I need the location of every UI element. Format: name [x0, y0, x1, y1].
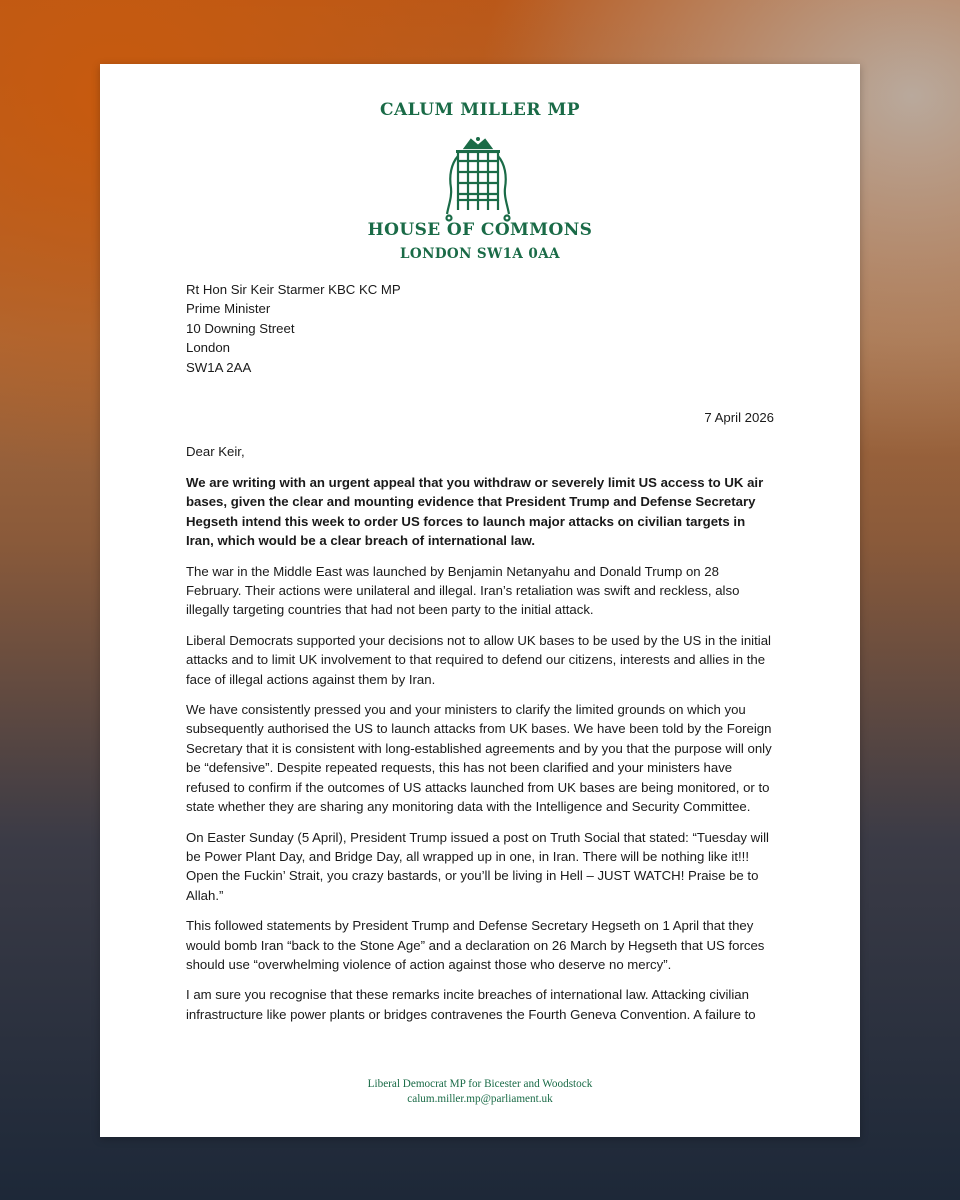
paragraph: We have consistently pressed you and your ministers to clarify the limited grounds on which you subsequently authorised the US to launch attacks from UK bases. We have been told by the Foreign Secretary that it is consistent with long-established agreements and by you that the purpose will only be “defensive”. Despite repeated requests, this has not been clarified and your ministers have refused to confirm if the outcomes of US attacks launched from UK bases are being monitored, or to state whether they are sharing any monitoring data with the Intelligence and Security Committee.	[186, 702, 772, 815]
footer-email: calum.miller.mp@parliament.uk	[407, 1093, 553, 1105]
paragraph: Liberal Democrats supported your decisions not to allow UK bases to be used by the US in the initial attacks and to limit UK involvement to that required to defend our citizens, interests and allies in the face of illegal actions against them by Iran.	[186, 632, 771, 687]
paragraph: On Easter Sunday (5 April), President Trump issued a post on Truth Social that stated: “Tuesday will be Power Plant Day, and Bridge Day, all wrapped up in one, in Iran. There will be nothing like it!!! Open the Fuckin’ Strait, you crazy bastards, or you’ll be living in Hell – JUST WATCH! Praise be to Allah.”	[186, 829, 769, 903]
paragraph-appeal: We are writing with an urgent appeal that you withdraw or severely limit US access to UK air bases, given the clear and mounting evidence that President Trump and Defense Secretary Hegseth intend this week to order US forces to launch major attacks on civilian targets in Iran, which would be a clear breach of international law.	[186, 475, 764, 549]
recipient-line: SW1A 2AA	[186, 359, 252, 375]
recipient-line: Rt Hon Sir Keir Starmer KBC KC MP	[186, 282, 401, 297]
letter-body	[186, 473, 776, 1035]
recipient-line: Prime Minister	[186, 301, 271, 317]
letterhead-address: LONDON SW1A 0AA	[400, 246, 560, 262]
paragraph: The war in the Middle East was launched by Benjamin Netanyahu and Donald Trump on 28 February. Their actions were unilateral and illegal. Iran’s retaliation was swift and reckless, also illegally targeting countries that had not been party to the initial attack.	[186, 563, 740, 618]
letter-footer	[100, 1077, 860, 1107]
recipient-address	[186, 280, 586, 377]
house-of-commons-heading: HOUSE OF COMMONS	[367, 220, 593, 240]
footer-constituency: Liberal Democrat MP for Bicester and Woodstock	[367, 1078, 593, 1090]
salutation: Dear Keir,	[186, 444, 245, 459]
recipient-line: 10 Downing Street	[186, 320, 295, 336]
letter-date: 7 April 2026	[704, 410, 774, 425]
paragraph: This followed statements by President Trump and Defense Secretary Hegseth on 1 April that they would bomb Iran “back to the Stone Age” and a declaration on 26 March by Hegseth that US forces should use “overwhelming violence of action against those who deserve no mercy”.	[186, 918, 765, 972]
paragraph: I am sure you recognise that these remarks incite breaches of international law. Attacking civilian infrastructure like power plants or bridges contravenes the Fourth Geneva Convention. A failure to	[186, 987, 756, 1022]
portcullis-icon	[443, 136, 513, 222]
recipient-line: London	[186, 340, 231, 356]
letter-page	[100, 64, 860, 1137]
mp-name-heading: CALUM MILLER MP	[379, 100, 581, 120]
